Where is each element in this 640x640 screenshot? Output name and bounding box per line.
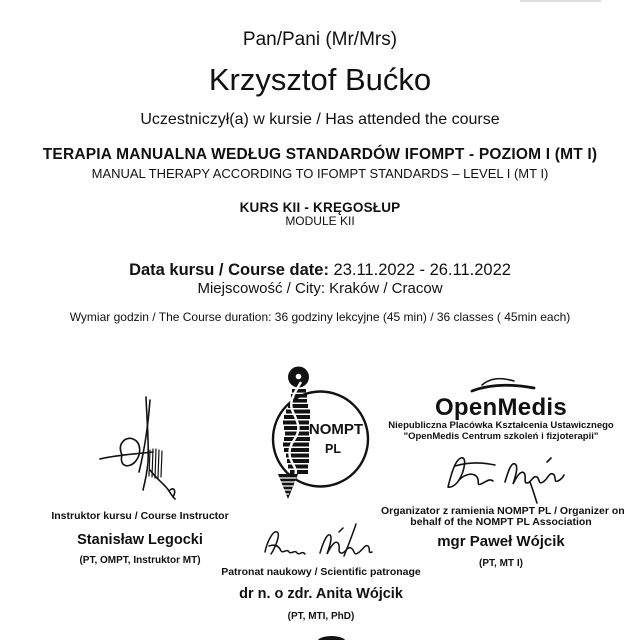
patronage-role: Patronat naukowy / Scientific patronage (221, 566, 421, 578)
course-date-value: 23.11.2022 - 26.11.2022 (333, 261, 511, 279)
bottom-stamp-edge (317, 636, 346, 640)
instructor-signature (95, 392, 190, 507)
course-title-en: MANUAL THERAPY ACCORDING TO IFOMPT STANDARDS – LEVEL I (MT I) (91, 166, 549, 181)
nompt-pl-label: PL (325, 442, 341, 456)
course-date-line (0, 261, 640, 280)
openmedis-wordmark: OpenMedis (434, 394, 568, 421)
openmedis-swoosh-icon (468, 376, 538, 394)
openmedis-subtitle-2: "OpenMedis Centrum szkoleń i fizjoterapii" (403, 431, 599, 442)
openmedis-subtitle-1: Niepubliczna Placówka Kształcenia Ustawicznego (388, 420, 614, 431)
course-title-pl: TERAPIA MANUALNA WEDŁUG STANDARDÓW IFOMPT - POZIOM I (MT I) (42, 146, 598, 163)
course-module-pl: KURS KII - KRĘGOSŁUP (239, 200, 401, 215)
patronage-credentials: (PT, MTI, PhD) (287, 611, 355, 622)
nompt-logo (266, 362, 376, 502)
duration-line: Wymiar godzin / The Course duration: 36 godziny lekcyjne (45 min) / 36 classes ( 45min each) (69, 310, 571, 324)
organizer-role-line2: behalf of the NOMPT PL Association (410, 516, 592, 528)
salutation: Pan/Pani (Mr/Mrs) (242, 29, 398, 50)
nompt-spine-blocks (283, 389, 310, 474)
organizer-credentials: (PT, MT I) (479, 558, 523, 569)
course-date-label: Data kursu / Course date: (129, 261, 329, 279)
organizer-signature (443, 450, 568, 505)
instructor-role: Instruktor kursu / Course Instructor (51, 510, 229, 522)
patronage-name: dr n. o zdr. Anita Wójcik (239, 586, 403, 602)
organizer-role-line1: Organizator z ramienia NOMPT PL / Organizer on (381, 505, 625, 517)
scan-artifact-strip (520, 0, 601, 2)
attended-line: Uczestniczył(a) w kursie / Has attended the course (140, 111, 500, 128)
course-module-en: MODULE KII (285, 214, 355, 228)
patronage-signature (255, 518, 380, 563)
instructor-name: Stanisław Legocki (77, 532, 203, 548)
organizer-name: mgr Paweł Wójcik (437, 533, 565, 550)
instructor-credentials: (PT, OMPT, Instruktor MT) (79, 555, 201, 566)
participant-name: Krzysztof Bućko (208, 62, 432, 97)
city-line: Miejscowość / City: Kraków / Cracow (197, 280, 443, 297)
nompt-wordmark: NOMPT (308, 421, 364, 438)
